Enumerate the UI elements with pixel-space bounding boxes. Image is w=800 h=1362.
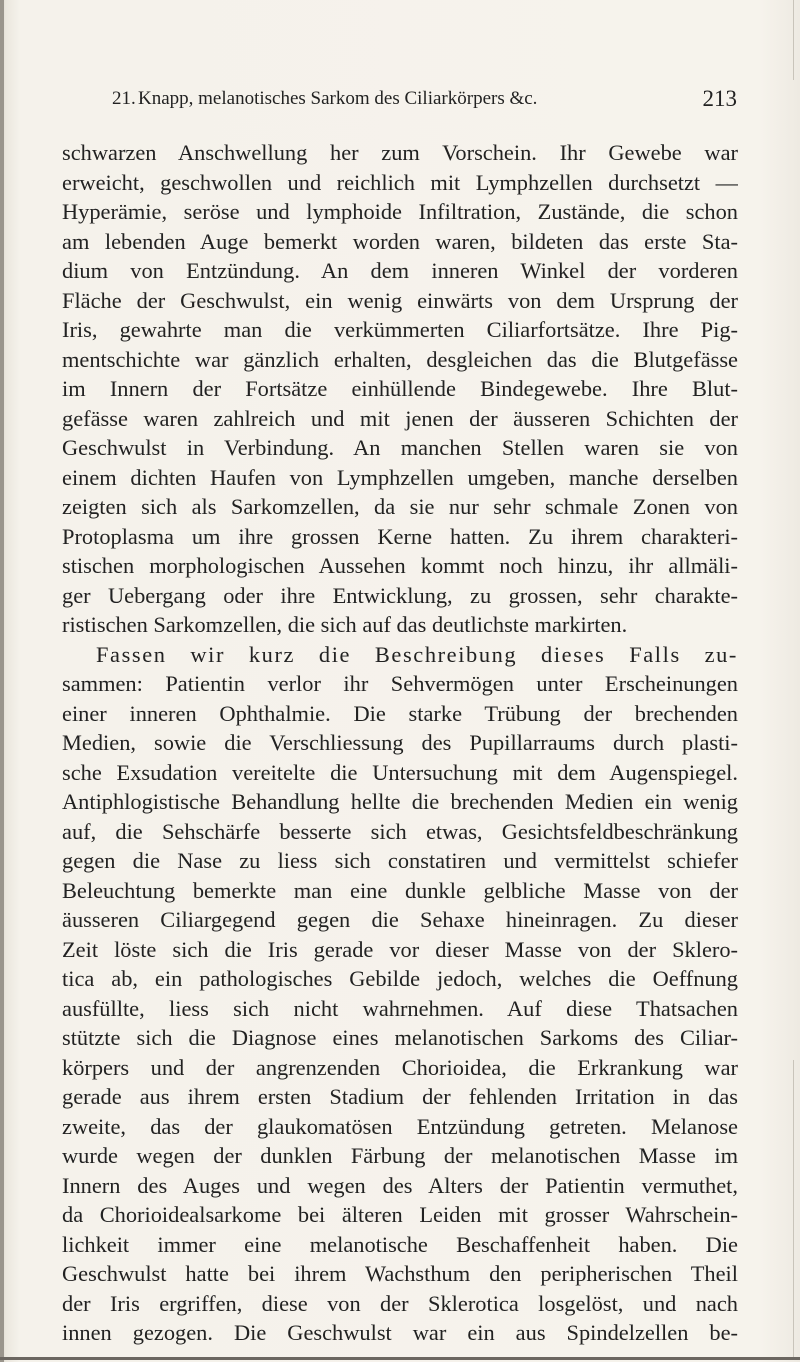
text-line: Zeit löste sich die Iris gerade vor dieser Masse von der Sklero- bbox=[62, 936, 738, 962]
text-line-emphasis: Fassen wir kurz die Beschreibung dieses Falls zu- bbox=[96, 641, 738, 667]
text-line: stischen morphologischen Aussehen kommt noch hinzu, ihr allmäli- bbox=[62, 553, 738, 578]
text-line: lichkeit immer eine melanotische Beschaffenheit haben. Die bbox=[62, 1231, 738, 1257]
text-line: gerade aus ihrem ersten Stadium der fehlenden Irritation in das bbox=[62, 1084, 738, 1109]
text-line: dium von Entzündung. An dem inneren Winkel der vorderen bbox=[62, 258, 738, 283]
text-line: einer inneren Ophthalmie. Die starke Trübung der brechenden bbox=[62, 700, 738, 726]
text-line: tica ab, ein pathologisches Gebilde jedoch, welches die Oeffnung bbox=[62, 966, 738, 991]
text-line: gegen die Nase zu liess sich constatiren und vermittelst schiefer bbox=[62, 848, 738, 873]
text-line: einem dichten Haufen von Lymphzellen umgeben, manche derselben bbox=[62, 464, 738, 490]
text-line: Beleuchtung bemerkte man eine dunkle gelbliche Masse von der bbox=[62, 877, 738, 903]
text-line: innen gezogen. Die Geschwulst war ein aus Spindelzellen be- bbox=[62, 1320, 738, 1345]
text-line: Geschwulst in Verbindung. An manchen Stellen waren sie von bbox=[62, 435, 738, 460]
chapter-number: 21. bbox=[112, 88, 136, 109]
text-line: Fläche der Geschwulst, ein wenig einwärts von dem Ursprung der bbox=[62, 287, 738, 313]
page-gutter-shadow bbox=[0, 0, 4, 1362]
text-line: ristischen Sarkomzellen, die sich auf das deutlichste markirten. bbox=[62, 612, 628, 637]
text-line: körpers und der angrenzenden Chorioidea, die Erkrankung war bbox=[62, 1054, 738, 1080]
text-line: Medien, sowie die Verschliessung des Pupillarraums durch plasti- bbox=[62, 730, 738, 755]
text-line: Antiphlogistische Behandlung hellte die brechenden Medien ein wenig bbox=[62, 789, 738, 814]
text-line: zweite, das der glaukomatösen Entzündung getreten. Melanose bbox=[62, 1113, 738, 1139]
text-line: da Chorioidealsarkome bei älteren Leiden mit grosser Wahrschein- bbox=[62, 1202, 738, 1227]
text-line: sammen: Patientin verlor ihr Sehvermögen unter Erscheinungen bbox=[62, 671, 738, 696]
text-line: gefässe waren zahlreich und mit jenen der äusseren Schichten der bbox=[62, 405, 738, 431]
running-title: Knapp, melanotisches Sarkom des Ciliarkörpers &c. bbox=[138, 88, 538, 109]
text-line: Geschwulst hatte bei ihrem Wachsthum den peripherischen Theil bbox=[62, 1261, 738, 1286]
text-line: Innern des Auges und wegen des Alters der Patientin vermuthet, bbox=[62, 1172, 738, 1198]
text-line: mentschichte war gänzlich erhalten, desgleichen das die Blutgefässe bbox=[62, 346, 738, 372]
margin-mark bbox=[793, 1060, 794, 1360]
text-line: auf, die Sehschärfe besserte sich etwas, Gesichtsfeldbeschränkung bbox=[62, 818, 738, 844]
margin-mark bbox=[793, 0, 794, 80]
text-line: äusseren Ciliargegend gegen die Sehaxe hineinragen. Zu dieser bbox=[62, 907, 738, 932]
running-header bbox=[112, 88, 737, 122]
text-line: der Iris ergriffen, diese von der Sklerotica losgelöst, und nach bbox=[62, 1290, 738, 1316]
body-text bbox=[62, 138, 738, 1348]
text-line: ausfüllte, liess sich nicht wahrnehmen. Auf diese Thatsachen bbox=[62, 995, 738, 1021]
text-line: erweicht, geschwollen und reichlich mit Lymphzellen durchsetzt — bbox=[62, 169, 738, 195]
text-line: stützte sich die Diagnose eines melanotischen Sarkoms des Ciliar- bbox=[62, 1025, 738, 1050]
text-line: Protoplasma um ihre grossen Kerne hatten. Zu ihrem charakteri- bbox=[62, 523, 738, 549]
text-line: sche Exsudation vereitelte die Untersuchung mit dem Augenspiegel. bbox=[62, 759, 738, 785]
page-number: 213 bbox=[702, 86, 737, 111]
text-line: wurde wegen der dunklen Färbung der melanotischen Masse im bbox=[62, 1143, 738, 1168]
page-bottom-edge bbox=[0, 1357, 800, 1360]
text-line: im Innern der Fortsätze einhüllende Bindegewebe. Ihre Blut- bbox=[62, 376, 738, 401]
text-line: am lebenden Auge bemerkt worden waren, bildeten das erste Sta- bbox=[62, 228, 738, 254]
text-line: schwarzen Anschwellung her zum Vorschein. Ihr Gewebe war bbox=[62, 140, 738, 165]
text-line: Hyperämie, seröse und lymphoide Infiltration, Zustände, die schon bbox=[62, 199, 738, 224]
text-line: Iris, gewahrte man die verkümmerten Ciliarfortsätze. Ihre Pig- bbox=[62, 317, 738, 342]
text-line: zeigten sich als Sarkomzellen, da sie nur sehr schmale Zonen von bbox=[62, 494, 738, 519]
text-line: ger Uebergang oder ihre Entwicklung, zu grossen, sehr charakte- bbox=[62, 582, 738, 608]
